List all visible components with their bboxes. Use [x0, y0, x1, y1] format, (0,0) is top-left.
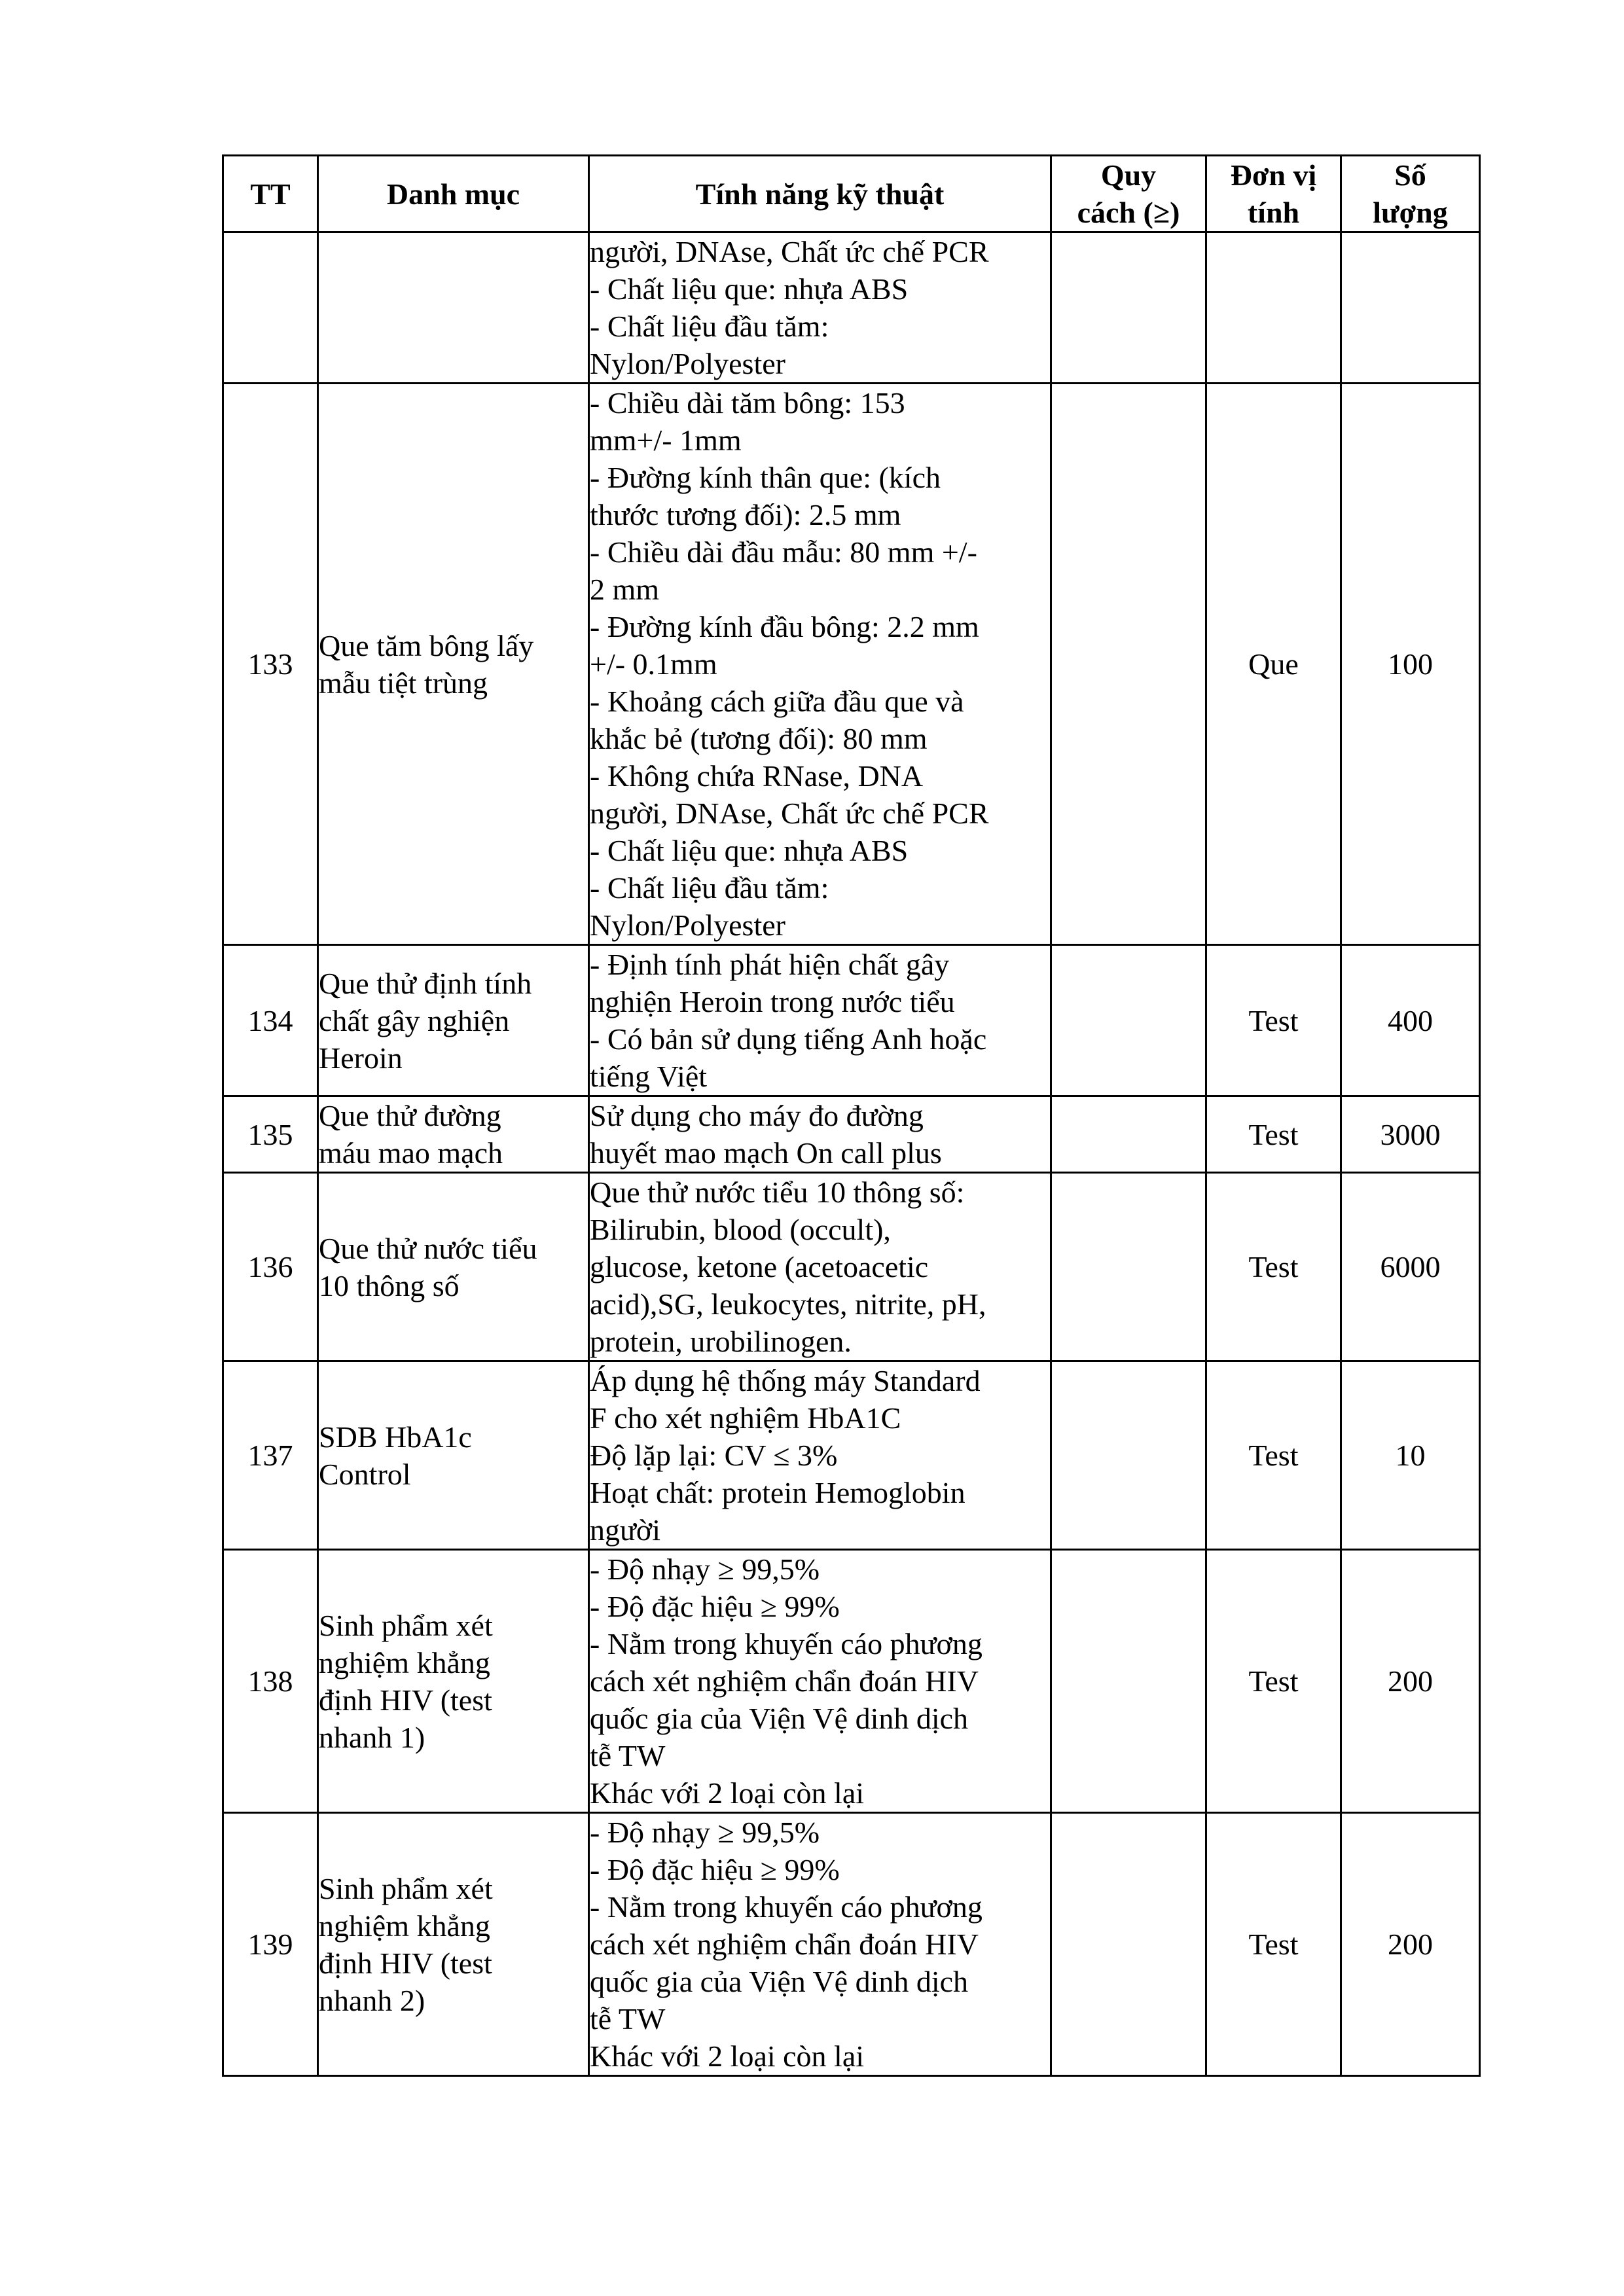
quy-cach-cell — [1051, 1813, 1206, 2076]
technical-spec-line: quốc gia của Viện Vệ dinh dịch — [590, 1965, 969, 1998]
table-row — [223, 232, 1480, 384]
technical-spec-line: Khác với 2 loại còn lại — [590, 2039, 865, 2073]
technical-spec-line: người, DNAse, Chất ức chế PCR — [590, 797, 989, 830]
technical-spec-line: nghiện Heroin trong nước tiểu — [590, 985, 955, 1018]
unit-cell: Test — [1206, 945, 1341, 1096]
technical-spec-line: khắc bẻ (tương đối): 80 mm — [590, 722, 928, 755]
item-name-cell — [318, 1096, 589, 1173]
quy-cach-cell — [1051, 1096, 1206, 1173]
quantity-cell: 400 — [1341, 945, 1480, 1096]
item-name-line: Que thử nước tiểu — [319, 1231, 537, 1265]
header-so-luong-line-1: Số — [1394, 158, 1426, 192]
row-number-cell: 134 — [223, 945, 318, 1096]
quantity-cell: 100 — [1341, 384, 1480, 945]
row-number-cell: 138 — [223, 1550, 318, 1813]
technical-spec-line: - Độ nhạy ≥ 99,5% — [590, 1552, 820, 1586]
technical-spec-line: - Đường kính đầu bông: 2.2 mm — [590, 610, 979, 643]
item-name-line: Que thử định tính — [319, 966, 532, 1000]
table-row — [223, 1813, 1480, 2076]
technical-spec-cell — [589, 945, 1051, 1096]
technical-spec-line: tễ TW — [590, 1739, 666, 1772]
technical-spec-line: tễ TW — [590, 2002, 666, 2036]
item-name-line: SDB HbA1c — [319, 1420, 472, 1454]
item-name-line: Que tăm bông lấy — [319, 628, 534, 662]
quantity-cell: 6000 — [1341, 1173, 1480, 1361]
item-name-line: Heroin — [319, 1041, 403, 1075]
item-name-line: máu mao mạch — [319, 1136, 503, 1170]
quantity-cell: 10 — [1341, 1361, 1480, 1550]
item-name-line: chất gây nghiện — [319, 1003, 510, 1037]
item-name-line: định HIV (test — [319, 1683, 492, 1717]
quantity-cell — [1341, 232, 1480, 384]
header-don-vi-line-1: Đơn vị — [1230, 158, 1317, 192]
technical-spec-line: glucose, ketone (acetoacetic — [590, 1250, 929, 1283]
technical-spec-cell — [589, 232, 1051, 384]
header-so-luong — [1341, 156, 1480, 232]
item-name-line: 10 thông số — [319, 1268, 460, 1302]
technical-spec-line: 2 mm — [590, 573, 660, 606]
table-row — [223, 1173, 1480, 1361]
technical-spec-line: tiếng Việt — [590, 1060, 708, 1093]
table-body — [223, 232, 1480, 2076]
item-name-cell — [318, 1361, 589, 1550]
technical-spec-line: Bilirubin, blood (occult), — [590, 1213, 891, 1246]
quantity-cell: 200 — [1341, 1813, 1480, 2076]
header-quy-cach-line-2: cách (≥) — [1077, 196, 1180, 229]
technical-spec-line: Độ lặp lại: CV ≤ 3% — [590, 1439, 838, 1472]
header-don-vi — [1206, 156, 1341, 232]
item-name-line: nghiệm khẳng — [319, 1645, 490, 1679]
item-name-cell — [318, 232, 589, 384]
technical-spec-cell — [589, 1096, 1051, 1173]
item-name-line: nhanh 2) — [319, 1983, 425, 2017]
header-danh-muc: Danh mục — [318, 156, 589, 232]
header-quy-cach-line-1: Quy — [1100, 158, 1157, 192]
technical-spec-line: thước tương đối): 2.5 mm — [590, 498, 901, 531]
row-number-cell: 135 — [223, 1096, 318, 1173]
technical-spec-line: - Nằm trong khuyến cáo phương — [590, 1627, 983, 1660]
technical-spec-line: protein, urobilinogen. — [590, 1325, 852, 1358]
technical-spec-line: cách xét nghiệm chẩn đoán HIV — [590, 1664, 979, 1698]
technical-spec-line: - Nằm trong khuyến cáo phương — [590, 1890, 983, 1924]
quantity-cell: 200 — [1341, 1550, 1480, 1813]
item-name-line: Que thử đường — [319, 1099, 501, 1132]
item-name-cell — [318, 384, 589, 945]
unit-cell: Que — [1206, 384, 1341, 945]
technical-spec-line: - Chất liệu đầu tăm: — [590, 310, 829, 343]
technical-spec-line: mm+/- 1mm — [590, 423, 742, 457]
table-row — [223, 1361, 1480, 1550]
row-number-cell: 139 — [223, 1813, 318, 2076]
technical-spec-cell — [589, 1550, 1051, 1813]
item-name-line: nghiệm khẳng — [319, 1909, 490, 1943]
row-number-cell — [223, 232, 318, 384]
technical-spec-line: - Đường kính thân que: (kích — [590, 461, 941, 494]
quantity-cell: 3000 — [1341, 1096, 1480, 1173]
unit-cell: Test — [1206, 1173, 1341, 1361]
technical-spec-line: huyết mao mạch On call plus — [590, 1136, 942, 1170]
quy-cach-cell — [1051, 1173, 1206, 1361]
row-number-cell: 136 — [223, 1173, 318, 1361]
technical-spec-line: cách xét nghiệm chẩn đoán HIV — [590, 1928, 979, 1961]
technical-spec-line: Sử dụng cho máy đo đường — [590, 1099, 924, 1132]
item-name-line: Sinh phẩm xét — [319, 1871, 493, 1905]
item-name-cell — [318, 945, 589, 1096]
item-name-line: mẫu tiệt trùng — [319, 666, 488, 700]
technical-spec-line: Nylon/Polyester — [590, 347, 785, 380]
technical-spec-line: - Chất liệu que: nhựa ABS — [590, 272, 909, 306]
technical-spec-line: Hoạt chất: protein Hemoglobin — [590, 1476, 965, 1509]
unit-cell — [1206, 232, 1341, 384]
table-row — [223, 945, 1480, 1096]
technical-spec-cell — [589, 1361, 1051, 1550]
table-row — [223, 384, 1480, 945]
technical-spec-cell — [589, 1173, 1051, 1361]
item-name-cell — [318, 1550, 589, 1813]
table-row — [223, 1550, 1480, 1813]
technical-spec-line: người, DNAse, Chất ức chế PCR — [590, 235, 989, 268]
item-name-line: Control — [319, 1457, 411, 1491]
technical-spec-cell — [589, 1813, 1051, 2076]
technical-spec-line: +/- 0.1mm — [590, 647, 717, 681]
unit-cell: Test — [1206, 1813, 1341, 2076]
technical-spec-line: - Không chứa RNase, DNA — [590, 759, 924, 793]
technical-spec-line: - Chất liệu đầu tăm: — [590, 871, 829, 905]
item-name-line: nhanh 1) — [319, 1720, 425, 1754]
row-number-cell: 133 — [223, 384, 318, 945]
technical-spec-line: Khác với 2 loại còn lại — [590, 1776, 865, 1810]
technical-spec-line: - Độ đặc hiệu ≥ 99% — [590, 1853, 840, 1886]
technical-spec-line: - Chiều dài đầu mẫu: 80 mm +/- — [590, 535, 977, 569]
technical-spec-line: - Khoảng cách giữa đầu que và — [590, 685, 964, 718]
technical-spec-line: - Có bản sử dụng tiếng Anh hoặc — [590, 1022, 987, 1056]
unit-cell: Test — [1206, 1361, 1341, 1550]
header-so-luong-line-2: lượng — [1373, 196, 1448, 229]
unit-cell: Test — [1206, 1550, 1341, 1813]
technical-spec-line: người — [590, 1513, 661, 1547]
quy-cach-cell — [1051, 384, 1206, 945]
unit-cell: Test — [1206, 1096, 1341, 1173]
item-name-line: Sinh phẩm xét — [319, 1608, 493, 1642]
item-name-cell — [318, 1813, 589, 2076]
quy-cach-cell — [1051, 232, 1206, 384]
header-don-vi-line-2: tính — [1247, 196, 1300, 229]
quy-cach-cell — [1051, 945, 1206, 1096]
technical-spec-line: - Định tính phát hiện chất gây — [590, 948, 950, 981]
technical-spec-cell — [589, 384, 1051, 945]
header-row — [223, 156, 1480, 232]
item-name-line: định HIV (test — [319, 1946, 492, 1980]
technical-spec-line: - Chất liệu que: nhựa ABS — [590, 834, 909, 867]
technical-spec-line: - Độ nhạy ≥ 99,5% — [590, 1816, 820, 1849]
item-name-cell — [318, 1173, 589, 1361]
technical-spec-line: Nylon/Polyester — [590, 908, 785, 942]
table-row — [223, 1096, 1480, 1173]
header-tinh-nang: Tính năng kỹ thuật — [589, 156, 1051, 232]
technical-spec-line: quốc gia của Viện Vệ dinh dịch — [590, 1702, 969, 1735]
header-tt: TT — [223, 156, 318, 232]
technical-spec-line: Áp dụng hệ thống máy Standard — [590, 1364, 981, 1397]
technical-spec-line: Que thử nước tiểu 10 thông số: — [590, 1175, 965, 1209]
technical-spec-line: - Độ đặc hiệu ≥ 99% — [590, 1590, 840, 1623]
technical-spec-line: - Chiều dài tăm bông: 153 — [590, 386, 905, 420]
specification-table — [222, 154, 1481, 2077]
quy-cach-cell — [1051, 1361, 1206, 1550]
header-quy-cach — [1051, 156, 1206, 232]
row-number-cell: 137 — [223, 1361, 318, 1550]
technical-spec-line: F cho xét nghiệm HbA1C — [590, 1401, 901, 1435]
technical-spec-line: acid),SG, leukocytes, nitrite, pH, — [590, 1287, 986, 1321]
quy-cach-cell — [1051, 1550, 1206, 1813]
